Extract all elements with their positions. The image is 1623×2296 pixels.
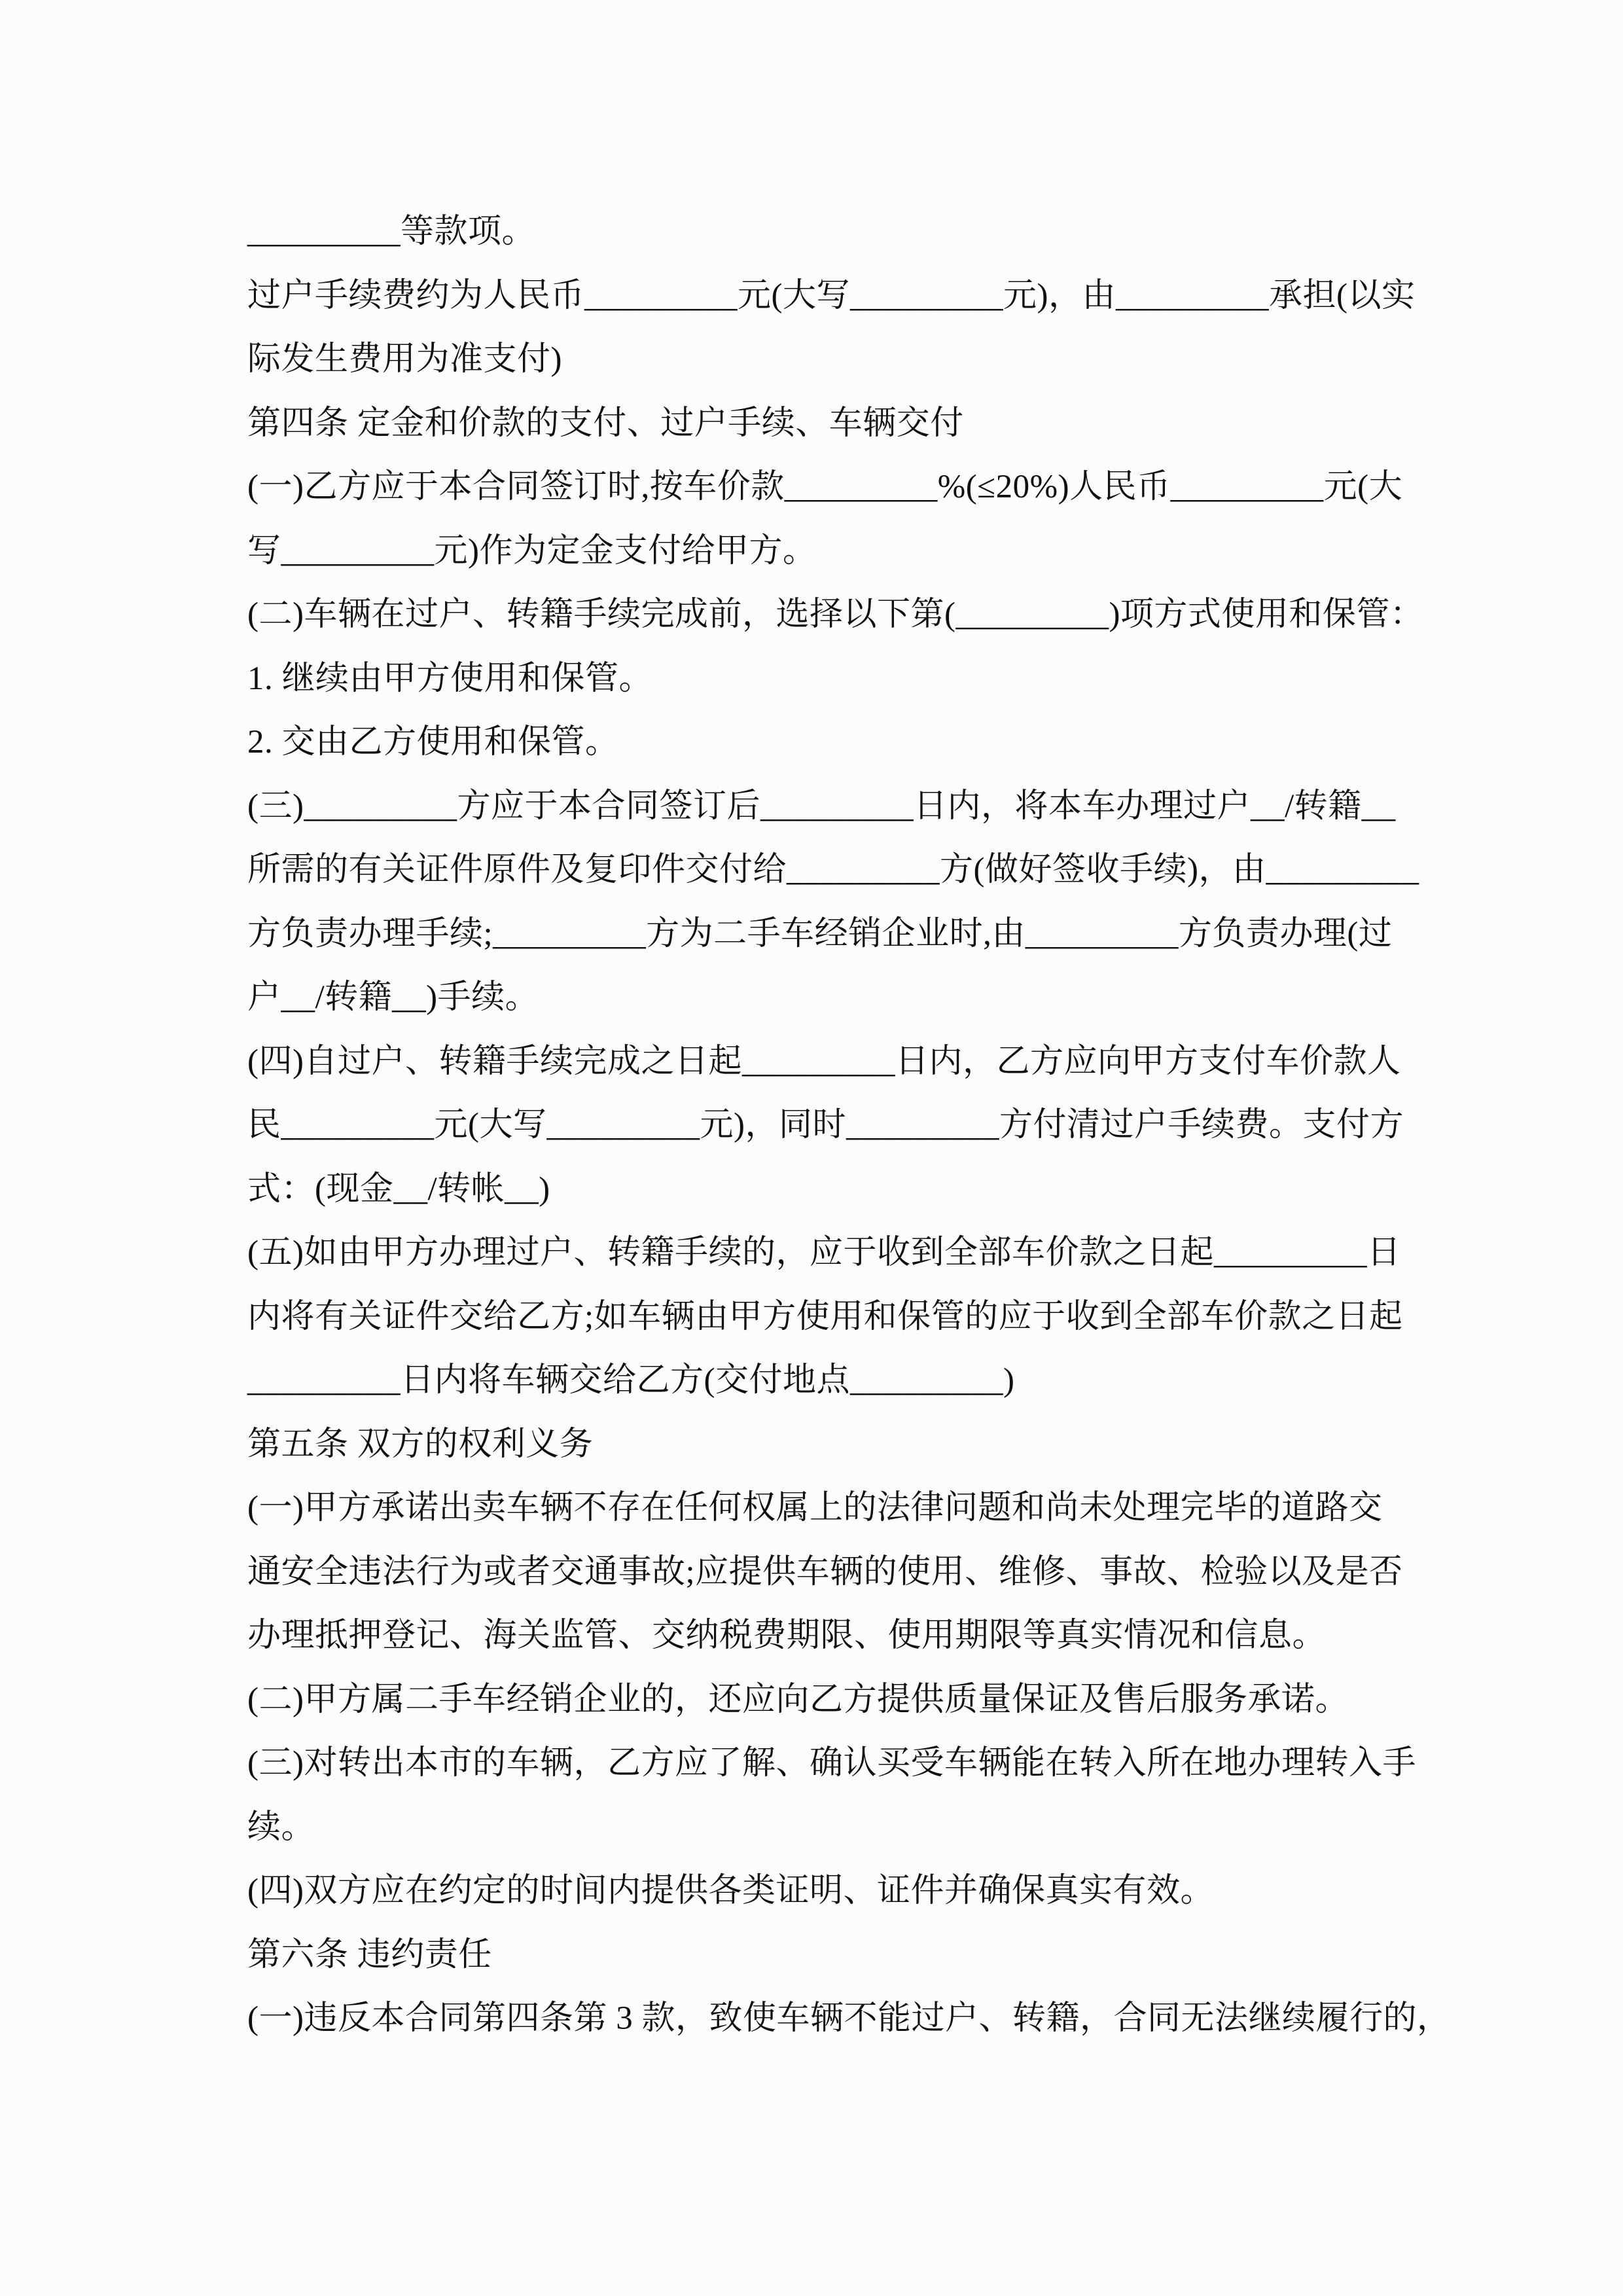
contract-section-heading: 第四条 定金和价款的支付、过户手续、车辆交付 (247, 404, 964, 442)
contract-line: _________等款项。 (247, 213, 536, 250)
contract-line: 方负责办理手续;_________方为二手车经销企业时,由_________方负责办理(过 (247, 915, 1393, 952)
contract-line: (二)甲方属二手车经销企业的，还应向乙方提供质量保证及售后服务承诺。 (247, 1681, 1349, 1718)
contract-line: 民_________元(大写_________元)，同时_________方付清过户手续费。支付方 (247, 1107, 1404, 1143)
contract-line: (四)双方应在约定的时间内提供各类证明、证件并确保真实有效。 (247, 1873, 1214, 1909)
contract-list-item: 2. 交由乙方使用和保管。 (247, 724, 619, 761)
contract-line: (五)如由甲方办理过户、转籍手续的，应于收到全部车价款之日起_________日 (247, 1234, 1401, 1271)
contract-line: (一)乙方应于本合同签订时,按车价款_________%(≤20%)人民币_________元(大 (247, 469, 1403, 505)
contract-line: (三)_________方应于本合同签订后_________日内，将本车办理过户__/转籍__ (247, 787, 1396, 825)
contract-line: 所需的有关证件原件及复印件交付给_________方(做好签收手续)，由_________ (247, 852, 1419, 888)
contract-line: (二)车辆在过户、转籍手续完成前，选择以下第(_________)项方式使用和保管： (247, 596, 1424, 633)
contract-line: 户__/转籍__)手续。 (247, 979, 539, 1016)
contract-section-heading: 第五条 双方的权利义务 (247, 1426, 594, 1463)
contract-line: (一)违反本合同第四条第 3 款，致使车辆不能过户、转籍，合同无法继续履行的， (247, 2000, 1451, 2037)
contract-line: 续。 (247, 1808, 315, 1846)
contract-line: 际发生费用为准支付) (247, 341, 562, 378)
contract-line: (四)自过户、转籍手续完成之日起_________日内，乙方应向甲方支付车价款人 (247, 1043, 1401, 1080)
contract-line: 式：(现金__/转帐__) (247, 1170, 550, 1208)
contract-list-item: 1. 继续由甲方使用和保管。 (247, 660, 653, 697)
contract-line: 通安全违法行为或者交通事故;应提供车辆的使用、维修、事故、检验以及是否 (247, 1553, 1403, 1590)
contract-line: _________日内将车辆交给乙方(交付地点_________) (247, 1362, 1015, 1399)
contract-section-heading: 第六条 违约责任 (247, 1936, 492, 1973)
contract-line: 写_________元)作为定金支付给甲方。 (247, 532, 817, 569)
contract-line: (三)对转出本市的车辆，乙方应了解、确认买受车辆能在转入所在地办理转入手 (247, 1745, 1416, 1782)
contract-line: 办理抵押登记、海关监管、交纳税费期限、使用期限等真实情况和信息。 (247, 1617, 1327, 1654)
contract-line: 内将有关证件交给乙方;如车辆由甲方使用和保管的应于收到全部车价款之日起 (247, 1298, 1403, 1335)
contract-line: 过户手续费约为人民币_________元(大写_________元)，由_________承担(以实 (247, 277, 1416, 314)
contract-line: (一)甲方承诺出卖车辆不存在任何权属上的法律问题和尚未处理完毕的道路交 (247, 1490, 1383, 1526)
contract-text-block (247, 200, 1451, 2051)
